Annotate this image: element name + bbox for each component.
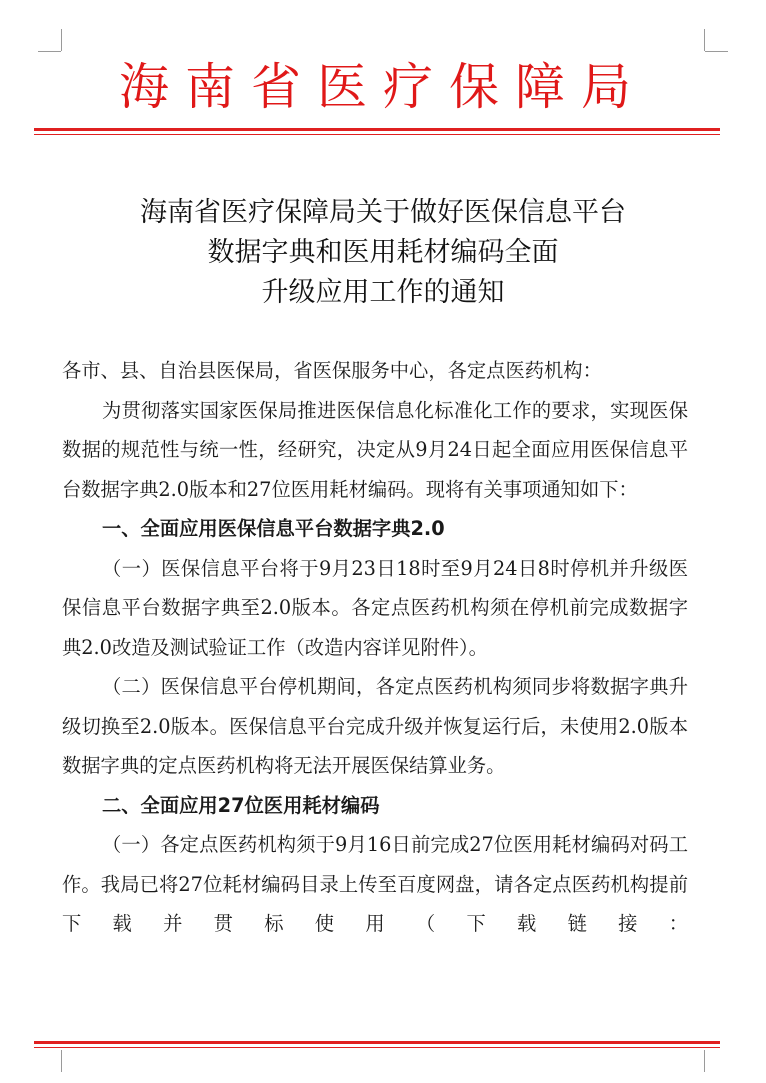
crop-mark-bottom-right-v [704, 1050, 705, 1072]
letterhead-title: 海南省医疗保障局 [119, 58, 647, 116]
crop-mark-top-left-h [38, 51, 61, 52]
footer-rule-thin [34, 1047, 720, 1048]
document-body [62, 351, 688, 944]
letterhead-rule-thin [34, 134, 720, 135]
section-1-heading: 一、全面应用医保信息平台数据字典2.0 [102, 517, 445, 540]
section-2-heading: 二、全面应用27位医用耗材编码 [102, 793, 380, 817]
document-title-line: 数据字典和医用耗材编码全面 [207, 237, 559, 268]
crop-mark-bottom-left-v [61, 1050, 62, 1072]
salutation: 各市、县、自治县医保局，省医保服务中心，各定点医药机构： [62, 359, 602, 382]
letterhead-rule-thick [34, 128, 720, 131]
section-2-item-1: （一）各定点医药机构须于9月16日前完成27位医用耗材编码对码工作。我局已将27位耗材编码目录上传至百度网盘，请各定点医药机构提前下载并贯标使用（下载链接： [62, 833, 688, 935]
document-title [38, 193, 728, 313]
intro-paragraph: 为贯彻落实国家医保局推进医保信息化标准化工作的要求，实现医保数据的规范性与统一性，经研究，决定从9月24日起全面应用医保信息平台数据字典2.0版本和27位医用耗材编码。现将有关事项通知如下： [62, 398, 688, 501]
footer-rule-thick [34, 1041, 720, 1044]
document-title-line: 海南省医疗保障局关于做好医保信息平台 [140, 197, 626, 228]
crop-mark-top-left-v [61, 29, 62, 51]
document-title-line: 升级应用工作的通知 [261, 277, 505, 308]
section-1-item-2: （二）医保信息平台停机期间，各定点医药机构须同步将数据字典升级切换至2.0版本。医保信息平台完成升级并恢复运行后，未使用2.0版本数据字典的定点医药机构将无法开展医保结算业务。 [62, 675, 688, 777]
section-1-item-1: （一）医保信息平台将于9月23日18时至9月24日8时停机并升级医保信息平台数据字典至2.0版本。各定点医药机构须在停机前完成数据字典2.0改造及测试验证工作（改造内容详见附件）。 [62, 556, 688, 659]
crop-mark-top-right-h [705, 51, 728, 52]
crop-mark-top-right-v [704, 29, 705, 51]
